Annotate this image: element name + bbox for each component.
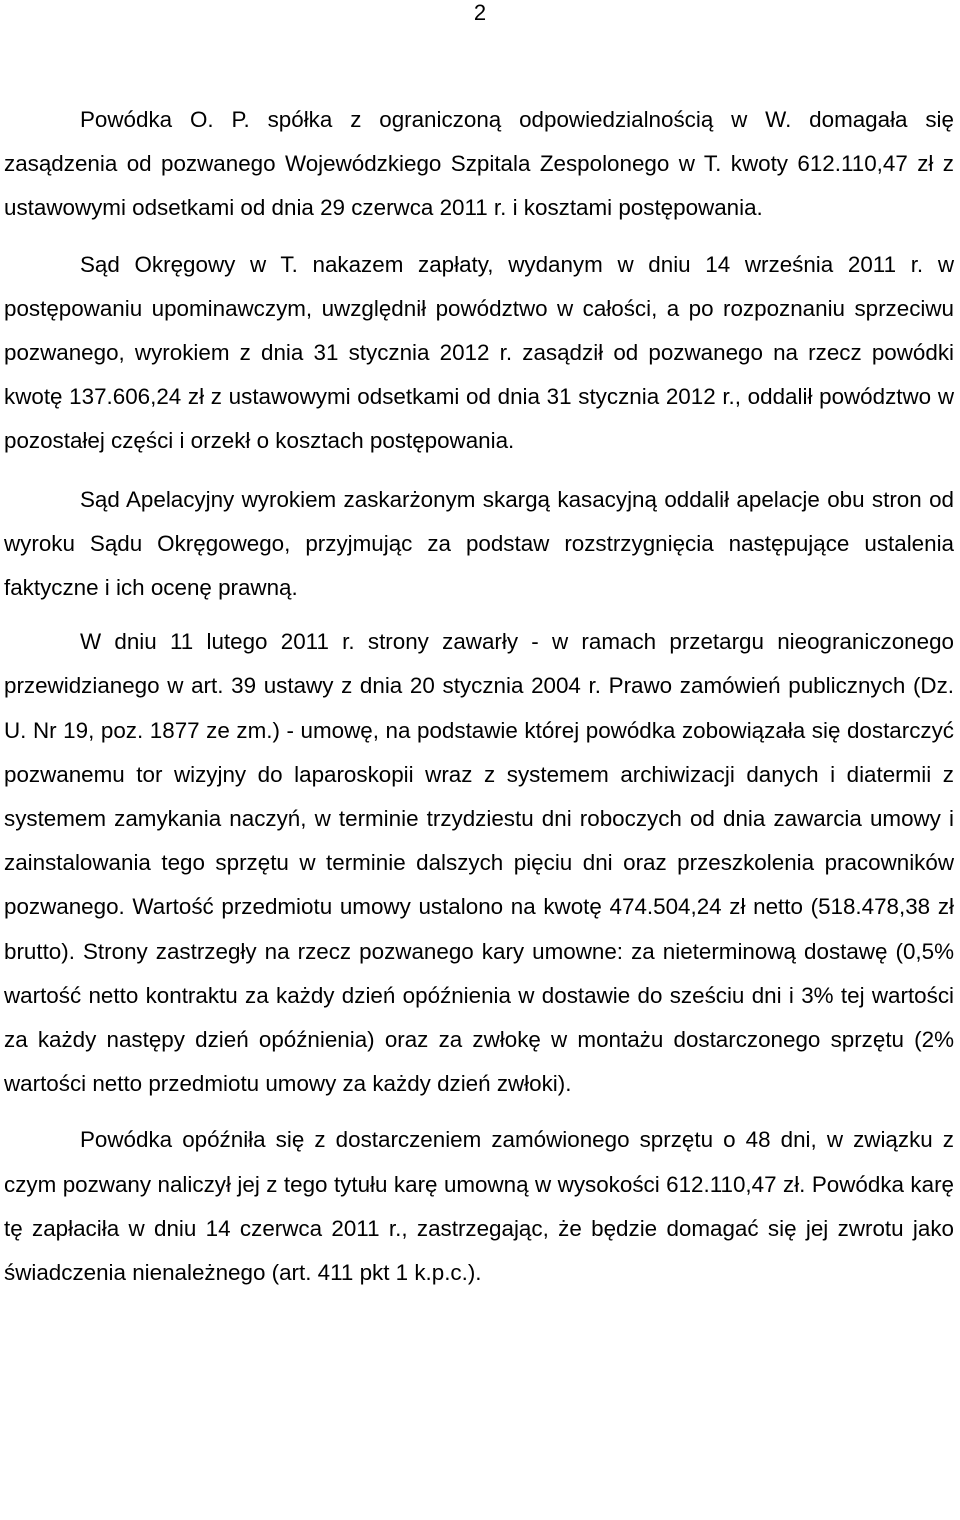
paragraph-appeal-court: Sąd Apelacyjny wyrokiem zaskarżonym skargą kasacyjną oddalił apelacje obu stron od wyroku Sądu Okręgowego, przyjmując za podstaw rozstrzygnięcia następujące ustalenia faktyczne i ich ocenę prawną. xyxy=(4,486,954,601)
paragraph-claim: Powódka O. P. spółka z ograniczoną odpowiedzialnością w W. domagała się zasądzenia od pozwanego Wojewódzkiego Szpitala Zespolonego w T. kwoty 612.110,47 zł z ustawowymi odsetkami od dnia 29 czerwca 2011 r. i kosztami postępowania. xyxy=(4,107,954,221)
paragraph-district-court: Sąd Okręgowy w T. nakazem zapłaty, wydanym w dniu 14 września 2011 r. w postępowaniu upominawczym, uwzględnił powództwo w całości, a po rozpoznaniu sprzeciwu pozwanego, wyrokiem z dnia 31 stycznia 2012 r. zasądził od pozwanego na rzecz powódki kwotę 137.606,24 zł z ustawowymi odsetkami od dnia 31 stycznia 2012 r., oddalił powództwo w pozostałej części i orzekł o kosztach postępowania. xyxy=(4,251,954,454)
page-number: 2 xyxy=(473,0,487,25)
document-body xyxy=(4,98,954,1295)
paragraph-contract-facts: W dniu 11 lutego 2011 r. strony zawarły - w ramach przetargu nieograniczonego przewidzianego w art. 39 ustawy z dnia 20 stycznia 2004 r. Prawo zamówień publicznych (Dz. U. Nr 19, poz. 1877 ze zm.) - umowę, na podstawie której powódka zobowiązała się dostarczyć pozwanemu tor wizyjny do laparoskopii wraz z systemem archiwizacji danych i diatermii z systemem zamykania naczyń, w terminie trzydziestu dni roboczych od dnia zawarcia umowy i zainstalowania tego sprzętu w terminie dalszych pięciu dni oraz przeszkolenia pracowników pozwanego. Wartość przedmiotu umowy ustalono na kwotę 474.504,24 zł netto (518.478,38 zł brutto). Strony zastrzegły na rzecz pozwanego kary umowne: za nieterminową dostawę (0,5% wartość netto kontraktu za każdy dzień opóźnienia w dostawie do sześciu dni i 3% tej wartości za każdy następy dzień opóźnienia) oraz za zwłokę w montażu dostarczonego sprzętu (2% wartości netto przedmiotu umowy za każdy dzień zwłoki). xyxy=(4,629,954,1097)
paragraph-delay-penalty: Powódka opóźniła się z dostarczeniem zamówionego sprzętu o 48 dni, w związku z czym pozwany naliczył jej z tego tytułu karę umowną w wysokości 612.110,47 zł. Powódka karę tę zapłaciła w dniu 14 czerwca 2011 r., zastrzegając, że będzie domagać się jej zwrotu jako świadczenia nienależnego (art. 411 pkt 1 k.p.c.). xyxy=(4,1127,954,1286)
